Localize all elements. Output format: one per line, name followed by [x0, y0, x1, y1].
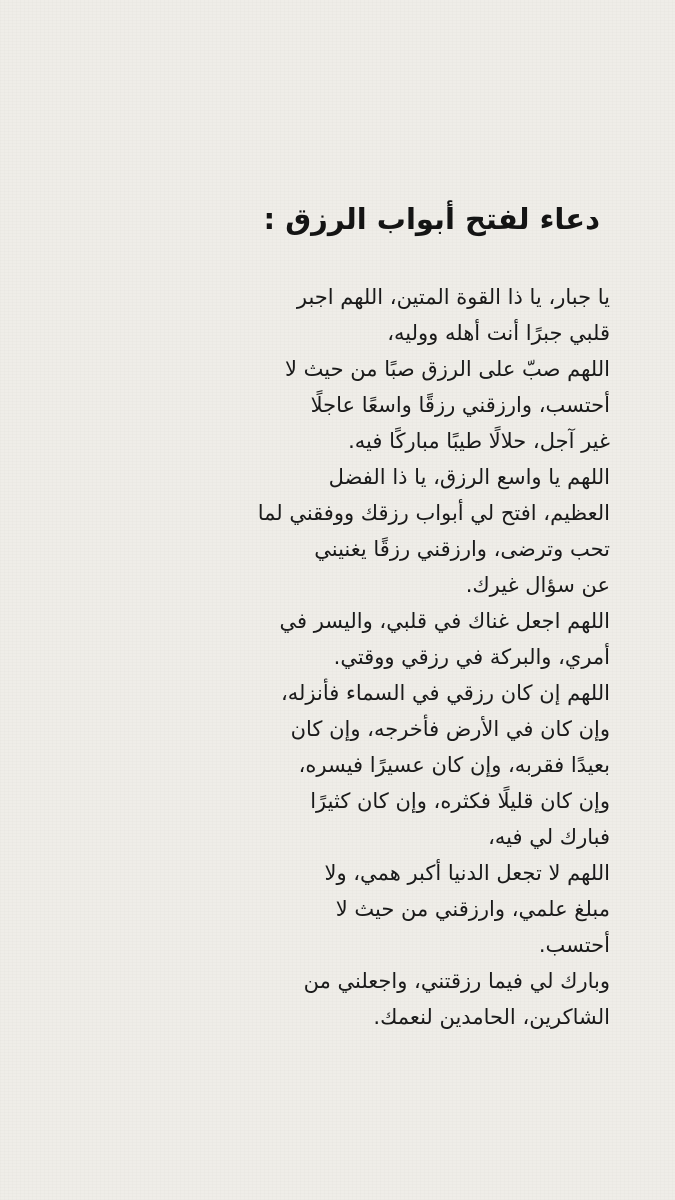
text-line: اللهم اجعل غناك في قلبي، واليسر في	[279, 609, 610, 633]
text-line: قلبي جبرًا أنت أهله ووليه،	[387, 321, 610, 345]
text-line: وإن كان في الأرض فأخرجه، وإن كان	[290, 717, 610, 741]
page-title: دعاء لفتح أبواب الرزق :	[263, 202, 600, 236]
text-line: وبارك لي فيما رزقتني، واجعلني من	[303, 969, 610, 993]
text-line: العظيم، افتح لي أبواب رزقك ووفقني لما	[257, 501, 610, 525]
text-line: أحتسب.	[538, 933, 610, 957]
text-line: فبارك لي فيه،	[488, 825, 610, 849]
text-line: وإن كان قليلًا فكثره، وإن كان كثيرًا	[310, 789, 610, 813]
text-line: الشاكرين، الحامدين لنعمك.	[373, 1005, 610, 1029]
text-line: اللهم يا واسع الرزق، يا ذا الفضل	[328, 465, 610, 489]
text-line: أمري، والبركة في رزقي ووقتي.	[333, 645, 610, 669]
text-line: اللهم صبّ على الرزق صبًا من حيث لا	[285, 357, 610, 381]
text-line: اللهم لا تجعل الدنيا أكبر همي، ولا	[324, 861, 610, 885]
dua-text	[50, 279, 610, 1035]
text-line: يا جبار، يا ذا القوة المتين، اللهم اجبر	[296, 285, 610, 309]
text-line: تحب وترضى، وارزقني رزقًا يغنيني	[314, 537, 610, 561]
text-line: غير آجل، حلالًا طيبًا مباركًا فيه.	[348, 429, 610, 453]
text-line: عن سؤال غيرك.	[465, 573, 610, 597]
text-line: أحتسب، وارزقني رزقًا واسعًا عاجلًا	[310, 393, 610, 417]
text-line: اللهم إن كان رزقي في السماء فأنزله،	[280, 681, 610, 705]
text-line: بعيدًا فقربه، وإن كان عسيرًا فيسره،	[298, 753, 610, 777]
text-line: مبلغ علمي، وارزقني من حيث لا	[335, 897, 610, 921]
